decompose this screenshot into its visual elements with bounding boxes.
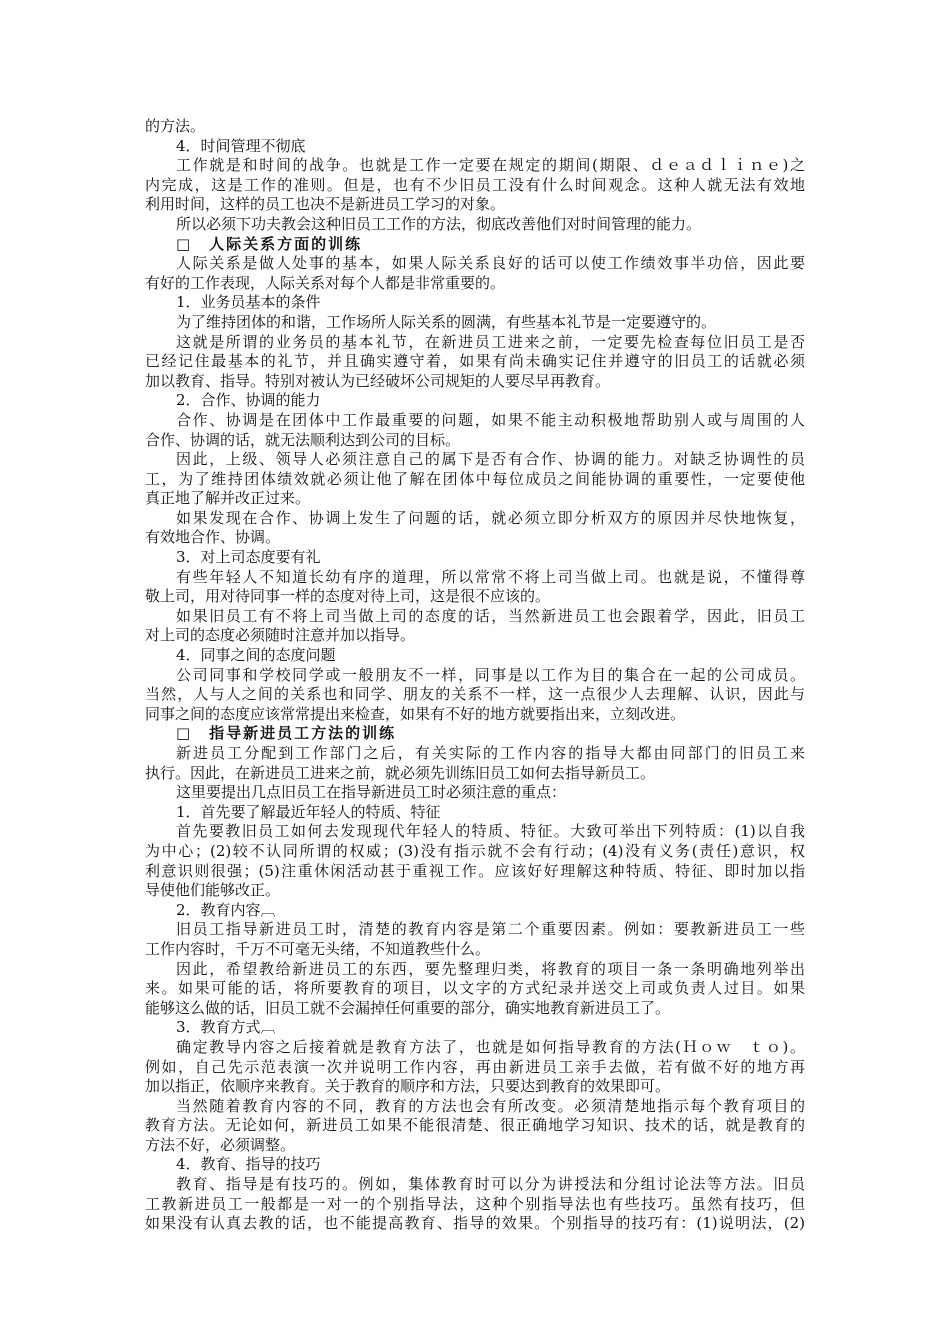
paragraph-line: 利意识则很强；(5)注重休闲活动甚于重视工作。应该好好理解这种特质、特征、即时加以指: [145, 861, 805, 880]
subheading: 4．时间管理不彻底: [176, 136, 306, 155]
paragraph-line: 工教新进员工一般都是一对一的个别指导法，这种个别指导法也有些技巧。虽然有技巧，但: [145, 1194, 805, 1213]
paragraph-line: 敬上司，用对待同事一样的态度对待上司，这是很不应该的。: [145, 587, 551, 606]
subheading: 1．业务员基本的条件: [176, 293, 321, 312]
paragraph-line: 工作内容时，千万不可毫无头绪，不知道教些什么。: [145, 939, 491, 958]
section-heading: □ 人际关系方面的训练: [176, 234, 363, 253]
paragraph-line: 能够这么做的话，旧员工就不会漏掉任何重要的部分，确实地教育新进员工了。: [145, 998, 671, 1017]
subheading: 3．对上司态度要有礼: [176, 548, 321, 567]
paragraph-line: 教育、指导是有技巧的。例如，集体教育时可以分为讲授法和分组讨论法等方法。旧员: [176, 1175, 805, 1194]
paragraph-line: 如果没有认真去教的话，也不能提高教育、指导的效果。个别指导的技巧有：(1)说明法，(2): [145, 1214, 805, 1233]
paragraph-line: 对上司的态度必须随时注意并加以指导。: [145, 626, 416, 645]
paragraph-line: 因此，上级、领导人必须注意自己的属下是否有合作、协调的能力。对缺乏协调性的员: [176, 450, 805, 469]
paragraph-line: 的方法。: [145, 117, 206, 135]
paragraph-line: 当然随着教育内容的不同，教育的方法也会有所改变。必须清楚地指示每个教育项目的: [176, 1096, 805, 1115]
paragraph-line: 导使他们能够改正。: [145, 881, 281, 900]
paragraph-line: 来。如果可能的话，将所要教育的项目，以文字的方式纪录并送交上司或负责人过目。如果: [145, 979, 805, 998]
subheading: 2．合作、协调的能力: [176, 391, 321, 410]
paragraph-line: 这里要提出几点旧员工在指导新进员工时必须注意的重点：: [176, 783, 567, 802]
paragraph-line: 如果旧员工有不将上司当做上司的态度的话，当然新进员工也会跟着学，因此，旧员工: [176, 606, 805, 625]
subheading: 2．教育内容︹: [176, 900, 276, 919]
paragraph-line: 有效地合作、协调。: [145, 528, 281, 547]
paragraph-line: 公司同事和学校同学或一般朋友不一样，同事是以工作为目的集合在一起的公司成员。: [176, 665, 805, 684]
subheading: 1．首先要了解最近年轻人的特质、特征: [176, 802, 441, 821]
paragraph-line: 为中心；(2)较不认同所谓的权威；(3)没有指示就不会有行动；(4)没有义务(责任)意识，权: [145, 841, 805, 860]
paragraph-line: 有好的工作表现，人际关系对每个人都是非常重要的。: [145, 273, 506, 292]
paragraph-line: 同事之间的态度应该常常提出来检查，如果有不好的地方就要指出来，立刻改进。: [145, 704, 686, 723]
paragraph-line: 旧员工指导新进员工时，清楚的教育内容是第二个重要因素。例如：要教新进员工一些: [176, 920, 805, 939]
paragraph-line: 首先要教旧员工如何去发现现代年轻人的特质、特征。大致可举出下列特质：(1)以自我: [176, 822, 805, 841]
paragraph-line: 合作、协调的话，就无法顺利达到公司的目标。: [145, 430, 461, 449]
paragraph-line: 新进员工分配到工作部门之后，有关实际的工作内容的指导大都由同部门的旧员工来: [176, 744, 805, 762]
paragraph-line: 确定教导内容之后接着就是教育方法了，也就是如何指导教育的方法(Ｈｏｗ ｔｏ)。: [176, 1037, 805, 1056]
paragraph-line: 有些年轻人不知道长幼有序的道理，所以常常不将上司当做上司。也就是说，不懂得尊: [176, 567, 805, 586]
paragraph-line: 工，为了维持团体绩效就必须让他了解在团体中每位成员之间能协调的重要性，一定要使他: [145, 469, 805, 488]
paragraph-line: 教育方法。无论如何，新进员工如果不能很清楚、很正确地学习知识、技术的话，就是教育的: [145, 1116, 805, 1135]
section-heading: □ 指导新进员工方法的训练: [176, 724, 397, 743]
paragraph-line: 为了维持团体的和谐，工作场所人际关系的圆满，有些基本礼节是一定要遵守的。: [176, 312, 717, 331]
paragraph-line: 加以指正，依顺序来教育。关于教育的顺序和方法，只要达到教育的效果即可。: [145, 1077, 671, 1096]
paragraph-line: 例如，自己先示范表演一次并说明工作内容，再由新进员工亲手去做，若有做不好的地方再: [145, 1057, 805, 1076]
paragraph-line: 所以必须下功夫教会这种旧员工工作的方法，彻底改善他们对时间管理的能力。: [176, 214, 702, 233]
paragraph-line: 内完成，这是工作的准则。但是，也有不少旧员工没有什么时间观念。这种人就无法有效地: [145, 175, 805, 194]
paragraph-line: 因此，希望教给新进员工的东西，要先整理归类，将教育的项目一条一条明确地列举出: [176, 959, 805, 978]
paragraph-line: 利用时间，这样的员工也决不是新进员工学习的对象。: [145, 195, 506, 214]
paragraph-line: 加以教育、指导。特别对被认为已经破坏公司规矩的人要尽早再教育。: [145, 371, 611, 390]
paragraph-line: 如果发现在合作、协调上发生了问题的话，就必须立即分析双方的原因并尽快地恢复，: [176, 508, 805, 527]
subheading: 4．教育、指导的技巧: [176, 1155, 321, 1174]
document-page: [145, 117, 805, 1234]
paragraph-line: 这就是所谓的业务员的基本礼节，在新进员工进来之前，一定要先检查每位旧员工是否: [176, 332, 805, 351]
paragraph-line: 真正地了解并改正过来。: [145, 489, 311, 508]
paragraph-line: 人际关系是做人处事的基本，如果人际关系良好的话可以使工作绩效事半功倍，因此要: [176, 254, 805, 273]
paragraph-line: 工作就是和时间的战争。也就是工作一定要在规定的期间(期限、ｄｅａｄｌｉｎｅ)之: [176, 156, 805, 175]
paragraph-line: 当然，人与人之间的关系也和同学、朋友的关系不一样，这一点很少人去理解、认识，因此与: [145, 685, 805, 704]
paragraph-line: 已经记住最基本的礼节，并且确实遵守着，如果有尚未确实记住并遵守的旧员工的话就必须: [145, 352, 805, 371]
subheading: 4．同事之间的态度问题: [176, 646, 336, 665]
paragraph-line: 方法不好，必须调整。: [145, 1135, 296, 1154]
paragraph-line: 执行。因此，在新进员工进来之前，就必须先训练旧员工如何去指导新员工。: [145, 763, 656, 782]
paragraph-line: 合作、协调是在团体中工作最重要的问题，如果不能主动积极地帮助别人或与周围的人: [176, 410, 805, 429]
subheading: 3．教育方式︹: [176, 1018, 276, 1037]
